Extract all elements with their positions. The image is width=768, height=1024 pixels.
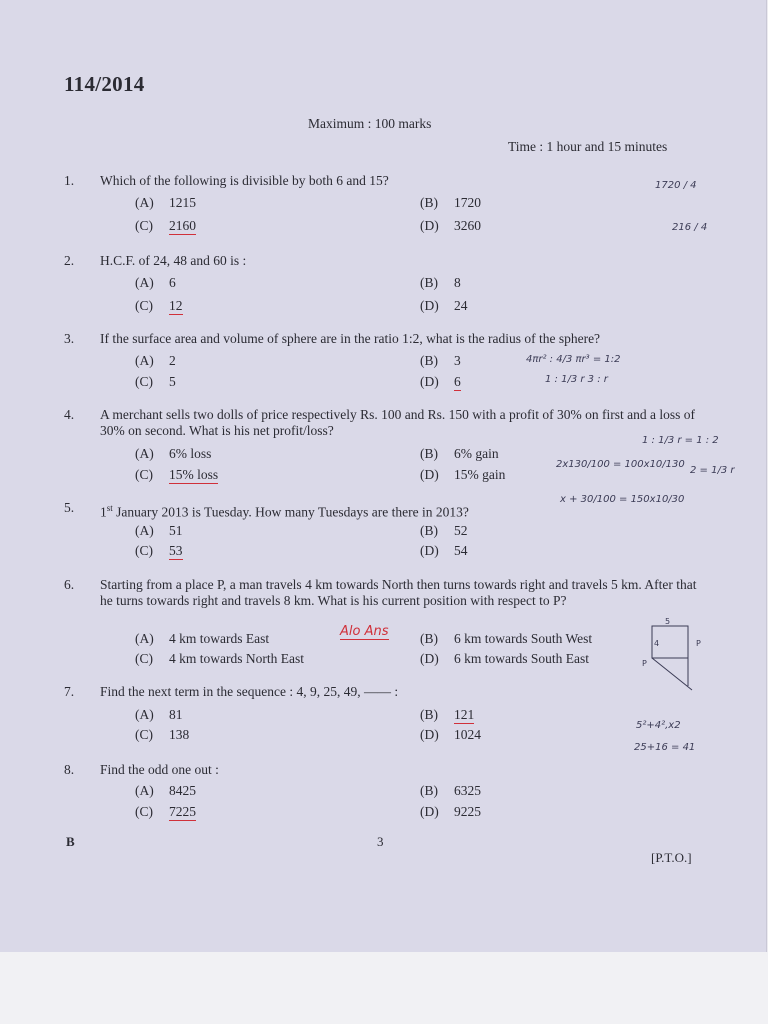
option-b: (B) 52 xyxy=(420,523,468,538)
option-c: (C) 138 xyxy=(135,727,190,742)
question-number: 5. xyxy=(64,500,75,515)
option-b: (B) 6325 xyxy=(420,783,481,798)
option-c: (C) 7225 xyxy=(135,804,196,819)
option-a: (A) 51 xyxy=(135,523,183,538)
rough-work-q1b: 216 / 4 xyxy=(672,222,708,233)
page-number: 3 xyxy=(377,834,384,849)
time-allowed: Time : 1 hour and 15 minutes xyxy=(508,139,668,154)
direction-sketch xyxy=(640,616,730,692)
sketch-label-5: 5 xyxy=(665,617,671,626)
marked-answer: 7225 xyxy=(169,804,196,819)
rough-work-q3a: 4πr² : 4/3 πr³ = 1:2 xyxy=(526,354,621,365)
option-d: (D) 3260 xyxy=(420,218,481,233)
sketch-label-4: 4 xyxy=(654,639,660,648)
marked-answer: 12 xyxy=(169,298,183,313)
question-text: 1st January 2013 is Tuesday. How many Tuesdays are there in 2013? xyxy=(100,503,469,520)
option-d: (D) 1024 xyxy=(420,727,481,742)
option-a: (A) 6 xyxy=(135,275,176,290)
option-b: (B) 121 xyxy=(420,707,475,722)
marked-answer: 53 xyxy=(169,543,183,558)
option-c: (C) 4 km towards North East xyxy=(135,651,304,666)
question-number: 2. xyxy=(64,253,75,268)
option-b: (B) 6% gain xyxy=(420,446,499,461)
marked-answer: 2160 xyxy=(169,218,196,233)
answer-note: Alo Ans xyxy=(340,624,389,639)
sketch-label-p: P xyxy=(642,659,647,668)
option-a: (A) 4 km towards East xyxy=(135,631,270,646)
pto-note: [P.T.O.] xyxy=(651,850,692,865)
option-a: (A) 8425 xyxy=(135,783,196,798)
option-c: (C) 5 xyxy=(135,374,176,389)
maximum-marks: Maximum : 100 marks xyxy=(308,116,432,131)
question-text: A merchant sells two dolls of price respectively Rs. 100 and Rs. 150 with a profit of 30% on first and a loss of 30% on second. What is his net profit/loss? xyxy=(100,407,696,438)
question-text: If the surface area and volume of sphere are in the ratio 1:2, what is the radius of the sphere? xyxy=(100,331,601,346)
option-a: (A) 6% loss xyxy=(135,446,212,461)
option-d: (D) 6 km towards South East xyxy=(420,651,589,666)
option-d: (D) 15% gain xyxy=(420,467,506,482)
sketch-label-p2: P xyxy=(696,639,701,648)
paper-code: 114/2014 xyxy=(64,72,145,96)
question-text: Which of the following is divisible by both 6 and 15? xyxy=(100,173,389,188)
rough-work-q4b: 2 = 1/3 r xyxy=(690,465,735,476)
rough-work-q7b: 25+16 = 41 xyxy=(634,742,696,753)
marked-answer: 6 xyxy=(454,374,461,389)
marked-answer: 121 xyxy=(454,707,475,722)
option-a: (A) 1215 xyxy=(135,195,196,210)
question-text: Starting from a place P, a man travels 4 km towards North then turns towards right and travels 5 km. After that he turns towards right and travels 8 km. What is his current position with respect to P? xyxy=(100,577,697,608)
rough-work-q7a: 5²+4²,x2 xyxy=(636,720,681,731)
question-number: 7. xyxy=(64,684,75,699)
question-number: 8. xyxy=(64,762,75,777)
option-d: (D) 9225 xyxy=(420,804,481,819)
rough-work-q4c: 2x130/100 = 100x10/130 xyxy=(556,459,685,470)
rough-work-q1a: 1720 / 4 xyxy=(655,180,697,191)
option-a: (A) 81 xyxy=(135,707,183,722)
option-c: (C) 53 xyxy=(135,543,183,558)
sketch-diagonal xyxy=(652,658,692,690)
question-number: 1. xyxy=(64,173,75,188)
option-b: (B) 8 xyxy=(420,275,461,290)
option-b: (B) 1720 xyxy=(420,195,481,210)
option-d: (D) 54 xyxy=(420,543,468,558)
option-b: (B) 3 xyxy=(420,353,461,368)
option-d: (D) 24 xyxy=(420,298,468,313)
marked-answer: 15% loss xyxy=(169,467,219,482)
question-number: 4. xyxy=(64,407,75,422)
option-a: (A) 2 xyxy=(135,353,176,368)
set-code: B xyxy=(66,834,75,849)
option-c: (C) 2160 xyxy=(135,218,196,233)
option-b: (B) 6 km towards South West xyxy=(420,631,593,646)
rough-work-q5: x + 30/100 = 150x10/30 xyxy=(560,494,685,505)
question-text: Find the odd one out : xyxy=(100,762,219,777)
question-text: H.C.F. of 24, 48 and 60 is : xyxy=(100,253,247,268)
rough-work-q4a: 1 : 1/3 r = 1 : 2 xyxy=(642,435,719,446)
question-number: 6. xyxy=(64,577,75,592)
question-text: Find the next term in the sequence : 4, 9, 25, 49, —— : xyxy=(100,684,399,699)
option-d: (D) 6 xyxy=(420,374,461,389)
question-number: 3. xyxy=(64,331,75,346)
option-c: (C) 12 xyxy=(135,298,183,313)
option-c: (C) 15% loss xyxy=(135,467,219,482)
rough-work-q3b: 1 : 1/3 r 3 : r xyxy=(545,374,608,385)
scan-margin xyxy=(0,952,768,1024)
